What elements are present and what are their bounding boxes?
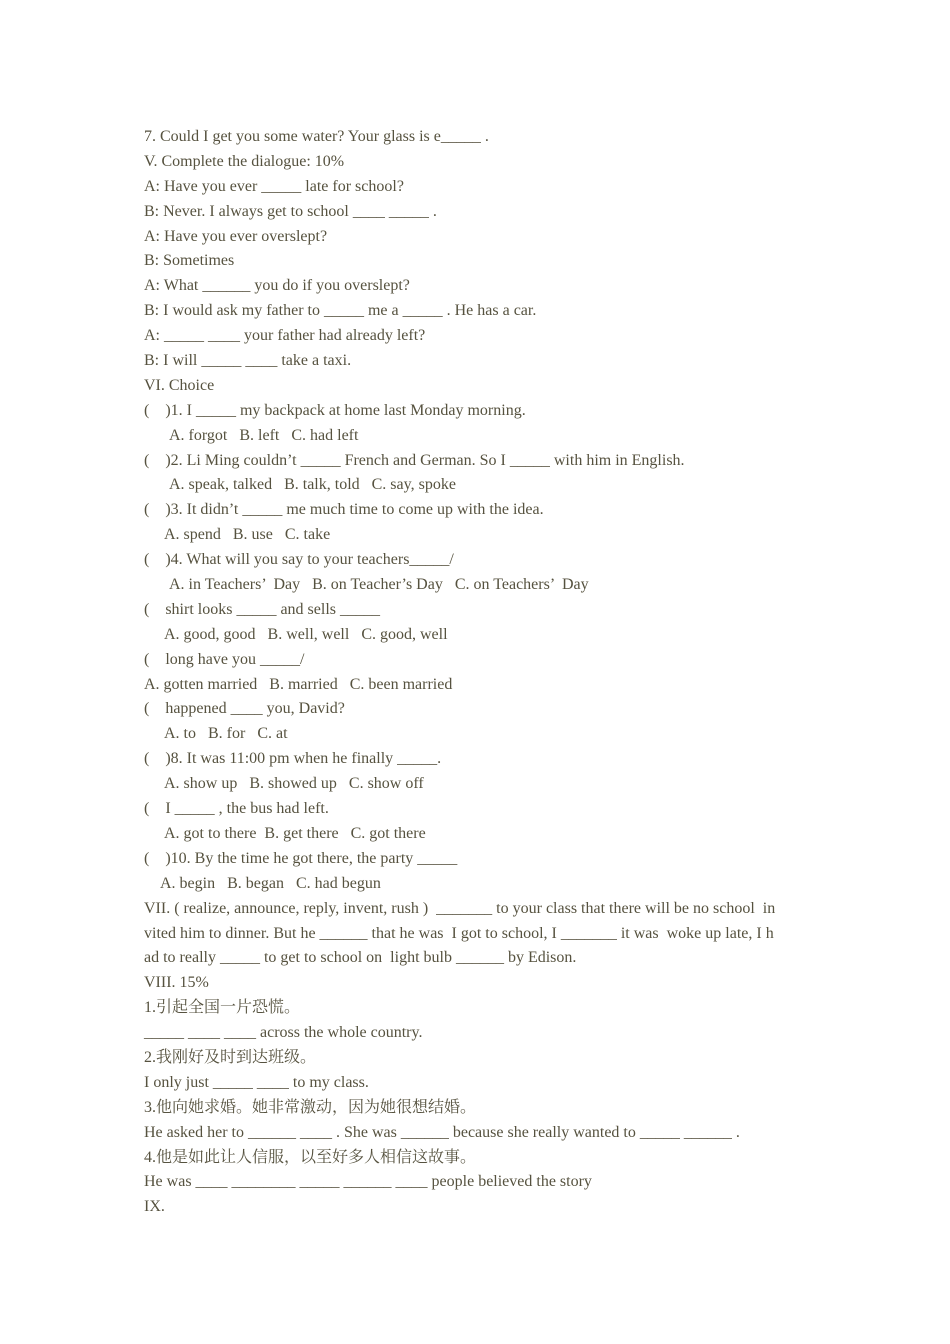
choice-question: ( I _____ , the bus had left. bbox=[144, 800, 329, 818]
choice-options: A. in Teachers’ Day B. on Teacher’s Day C. on Teachers’ Day bbox=[169, 576, 589, 594]
choice-question: ( )10. By the time he got there, the party _____ bbox=[144, 849, 458, 867]
choice-options: A. show up B. showed up C. show off bbox=[164, 775, 424, 793]
choice-question: ( happened ____ you, David? bbox=[144, 700, 345, 718]
dialogue-line: A: Have you ever _____ late for school? bbox=[144, 177, 404, 195]
translation-prompt: 3.他向她求婚。她非常激动，因为她很想结婚。 bbox=[144, 1098, 477, 1116]
dialogue-line: B: Sometimes bbox=[144, 252, 235, 270]
choice-options: A. got to there B. get there C. got there bbox=[164, 824, 426, 842]
choice-question: ( )2. Li Ming couldn’t _____ French and German. So I _____ with him in English. bbox=[144, 451, 685, 469]
section-ix-heading: IX. bbox=[144, 1198, 165, 1216]
choice-options: A. forgot B. left C. had left bbox=[169, 426, 359, 444]
dialogue-line: B: I would ask my father to _____ me a _____ . He has a car. bbox=[144, 302, 537, 320]
q7-fill-line: 7. Could I get you some water? Your glass is e_____ . bbox=[144, 128, 489, 145]
translation-prompt: 2.我刚好及时到达班级。 bbox=[144, 1048, 317, 1066]
section-v-heading: V. Complete the dialogue: 10% bbox=[144, 152, 345, 170]
choice-question: ( shirt looks _____ and sells _____ bbox=[144, 600, 380, 618]
choice-question: ( )4. What will you say to your teachers_____/ bbox=[144, 551, 454, 569]
choice-options: A. to B. for C. at bbox=[164, 725, 288, 743]
section-vi-heading: VI. Choice bbox=[144, 376, 215, 394]
translation-answer-line: _____ ____ ____ across the whole country. bbox=[144, 1024, 423, 1042]
dialogue-line: A: Have you ever overslept? bbox=[144, 227, 328, 245]
dialogue-line: B: Never. I always get to school ____ _____ . bbox=[144, 202, 437, 220]
section-vii-text: ad to really _____ to get to school on light bulb ______ by Edison. bbox=[144, 949, 577, 967]
choice-options: A. good, good B. well, well C. good, well bbox=[164, 625, 448, 643]
section-vii-text: VII. ( realize, announce, reply, invent, rush ) _______ to your class that there will be no school in bbox=[144, 899, 776, 917]
choice-question: ( )3. It didn’t _____ me much time to come up with the idea. bbox=[144, 501, 544, 519]
dialogue-line: A: _____ ____ your father had already left? bbox=[144, 327, 426, 345]
translation-answer-line: He was ____ ________ _____ ______ ____ people believed the story bbox=[144, 1173, 592, 1191]
choice-options: A. gotten married B. married C. been married bbox=[144, 675, 453, 693]
section-vii-text: vited him to dinner. But he ______ that he was I got to school, I _______ it was woke up late, I h bbox=[144, 924, 774, 942]
choice-question: ( long have you _____/ bbox=[144, 650, 305, 668]
choice-options: A. begin B. began C. had begun bbox=[160, 874, 381, 892]
translation-prompt: 4.他是如此让人信服，以至好多人相信这故事。 bbox=[144, 1148, 477, 1166]
dialogue-line: B: I will _____ ____ take a taxi. bbox=[144, 352, 352, 370]
section-viii-heading: VIII. 15% bbox=[144, 974, 209, 992]
dialogue-line: A: What ______ you do if you overslept? bbox=[144, 277, 410, 295]
choice-question: ( )1. I _____ my backpack at home last Monday morning. bbox=[144, 401, 526, 419]
worksheet-page bbox=[144, 125, 814, 1220]
choice-options: A. speak, talked B. talk, told C. say, spoke bbox=[169, 476, 456, 494]
choice-question: ( )8. It was 11:00 pm when he finally _____. bbox=[144, 750, 442, 768]
translation-prompt: 1.引起全国一片恐慌。 bbox=[144, 999, 301, 1017]
translation-answer-line: I only just _____ ____ to my class. bbox=[144, 1073, 369, 1091]
choice-options: A. spend B. use C. take bbox=[164, 526, 331, 544]
translation-answer-line: He asked her to ______ ____ . She was ______ because she really wanted to _____ ______ . bbox=[144, 1123, 740, 1141]
